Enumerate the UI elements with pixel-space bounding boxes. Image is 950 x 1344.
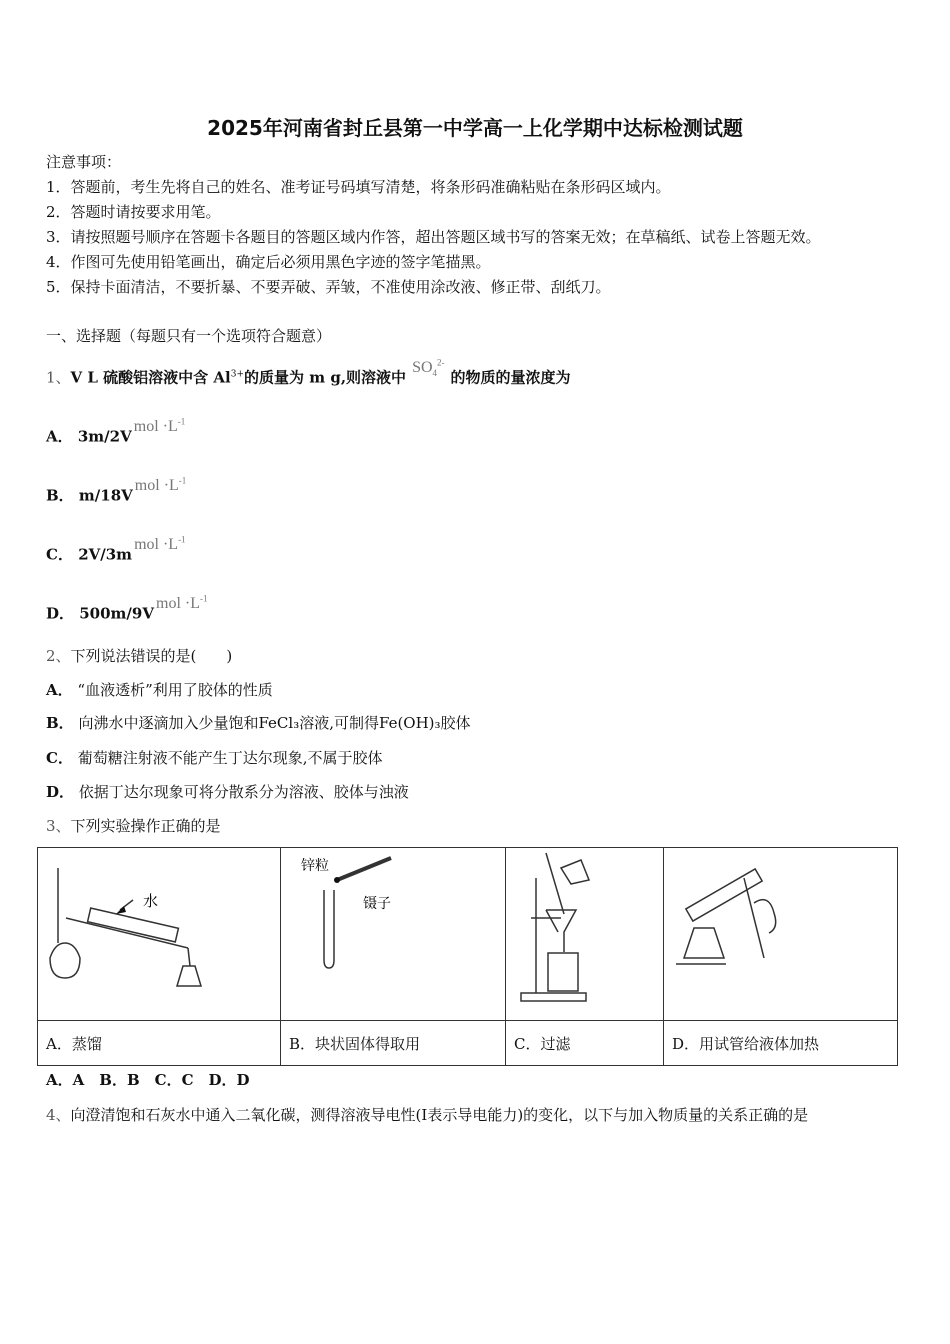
- zinc-label: 锌粒: [301, 858, 329, 874]
- distillation-apparatus-icon: [38, 848, 280, 1020]
- page-title: 2025年河南省封丘县第一中学高一上化学期中达标检测试题: [207, 116, 743, 140]
- sulfate-formula: [412, 358, 445, 379]
- water-label: 水: [143, 892, 159, 910]
- question-number: 4、: [46, 1106, 71, 1124]
- unit-text: mol ·L: [134, 536, 179, 554]
- option-label: B．: [46, 714, 74, 732]
- option-label: A．: [46, 681, 73, 699]
- option-label: D．: [46, 604, 75, 623]
- solid-handling-image: [281, 848, 506, 1021]
- notes-header: 注意事项：: [46, 153, 122, 171]
- q3-answer-options: A．A B．B C．C D．D: [46, 1071, 250, 1089]
- stem-text: 下列说法错误的是( ): [70, 647, 233, 665]
- question-3-stem: [46, 816, 221, 836]
- unit-exp: -1: [200, 594, 208, 604]
- section-heading: 一、选择题（每题只有一个选项符合题意）: [46, 327, 332, 345]
- option-text: 依据丁达尔现象可将分散系分为溶液、胶体与浊液: [78, 783, 409, 801]
- unit: [134, 418, 186, 435]
- note-item: 2．答题时请按要求用笔。: [46, 203, 221, 221]
- option-text: 向沸水中逐滴加入少量饱和FeCl₃溶液,可制得Fe(OH)₃胶体: [78, 714, 471, 732]
- cell-heating: D．用试管给液体加热: [664, 1021, 898, 1066]
- note-item: 5．保持卡面清洁，不要折暴、不要弄破、弄皱，不准使用涂改液、修正带、刮纸刀。: [46, 278, 611, 296]
- tweezers-label: 镊子: [363, 896, 391, 912]
- unit-exp: -1: [177, 417, 186, 427]
- unit-text: mol ·L: [133, 418, 178, 436]
- unit: [134, 536, 186, 553]
- test-tube-heating-icon: [664, 848, 897, 1020]
- stem-text: 向澄清饱和石灰水中通入二氧化碳，测得溶液导电性(I表示导电能力)的变化，以下与加入物质量的关系正确的是: [70, 1106, 809, 1124]
- option-label: D．: [46, 783, 75, 801]
- option-text: 500m/9V: [79, 604, 154, 623]
- question-4-stem: [46, 1105, 808, 1125]
- q2-option-b: [46, 713, 471, 733]
- q2-option-a: [46, 680, 273, 700]
- filtration-apparatus-icon: [506, 848, 663, 1020]
- option-text: 3m/2V: [77, 427, 132, 446]
- question-number: 2、: [46, 647, 71, 665]
- unit-text: mol ·L: [156, 595, 200, 613]
- option-label: C．: [46, 545, 73, 564]
- option-text: 葡萄糖注射液不能产生丁达尔现象,不属于胶体: [77, 749, 383, 767]
- q1-option-d: [46, 594, 208, 624]
- stem-part: 的物质的量浓度为: [450, 368, 571, 387]
- question-number: 3、: [46, 817, 71, 835]
- formula-sup: 2-: [437, 358, 445, 368]
- heating-image: [664, 848, 898, 1021]
- cell-distillation: A．蒸馏: [38, 1021, 281, 1066]
- option-label: B．: [46, 486, 74, 505]
- formula: SO: [412, 359, 433, 377]
- stem-text: 下列实验操作正确的是: [70, 817, 221, 835]
- formula-sub: 4: [432, 368, 438, 379]
- question-2-stem: [46, 646, 232, 666]
- option-text: 2V/3m: [78, 545, 133, 564]
- unit-exp: -1: [178, 476, 187, 486]
- question-1-stem: [46, 358, 571, 394]
- question-number: 1、: [46, 368, 71, 387]
- option-text: “血液透析”利用了胶体的性质: [77, 681, 273, 699]
- apparatus-table: [37, 847, 898, 1066]
- q2-option-d: [46, 782, 409, 802]
- distillation-image: [38, 848, 281, 1021]
- unit: [156, 595, 208, 612]
- test-tube-tweezers-icon: [281, 848, 505, 1020]
- q1-option-c: [46, 535, 186, 565]
- unit-text: mol ·L: [134, 477, 179, 495]
- stem-part: V L 硫酸铝溶液中含 Al: [70, 368, 231, 387]
- cell-filtration: C．过滤: [506, 1021, 664, 1066]
- option-label: C．: [46, 749, 73, 767]
- charge: 3+: [230, 369, 245, 380]
- unit: [135, 477, 187, 494]
- note-item: 1．答题前，考生先将自己的姓名、准考证号码填写清楚，将条形码准确粘贴在条形码区域内。: [46, 178, 671, 196]
- note-item: 4．作图可先使用铅笔画出，确定后必须用黑色字迹的签字笔描黑。: [46, 253, 491, 271]
- unit-exp: -1: [178, 535, 186, 545]
- q2-option-c: [46, 748, 383, 768]
- cell-solid-handling: B．块状固体得取用: [281, 1021, 506, 1066]
- q1-option-a: [46, 417, 186, 447]
- option-label: A．: [46, 427, 73, 446]
- stem-part: 的质量为 m g,则溶液中: [244, 368, 407, 387]
- option-text: m/18V: [78, 486, 133, 505]
- filtration-image: [506, 848, 664, 1021]
- note-item: 3．请按照题号顺序在答题卡各题目的答题区域内作答，超出答题区域书写的答案无效；在草稿纸、试卷上答题无效。: [46, 228, 821, 246]
- q1-option-b: [46, 476, 187, 506]
